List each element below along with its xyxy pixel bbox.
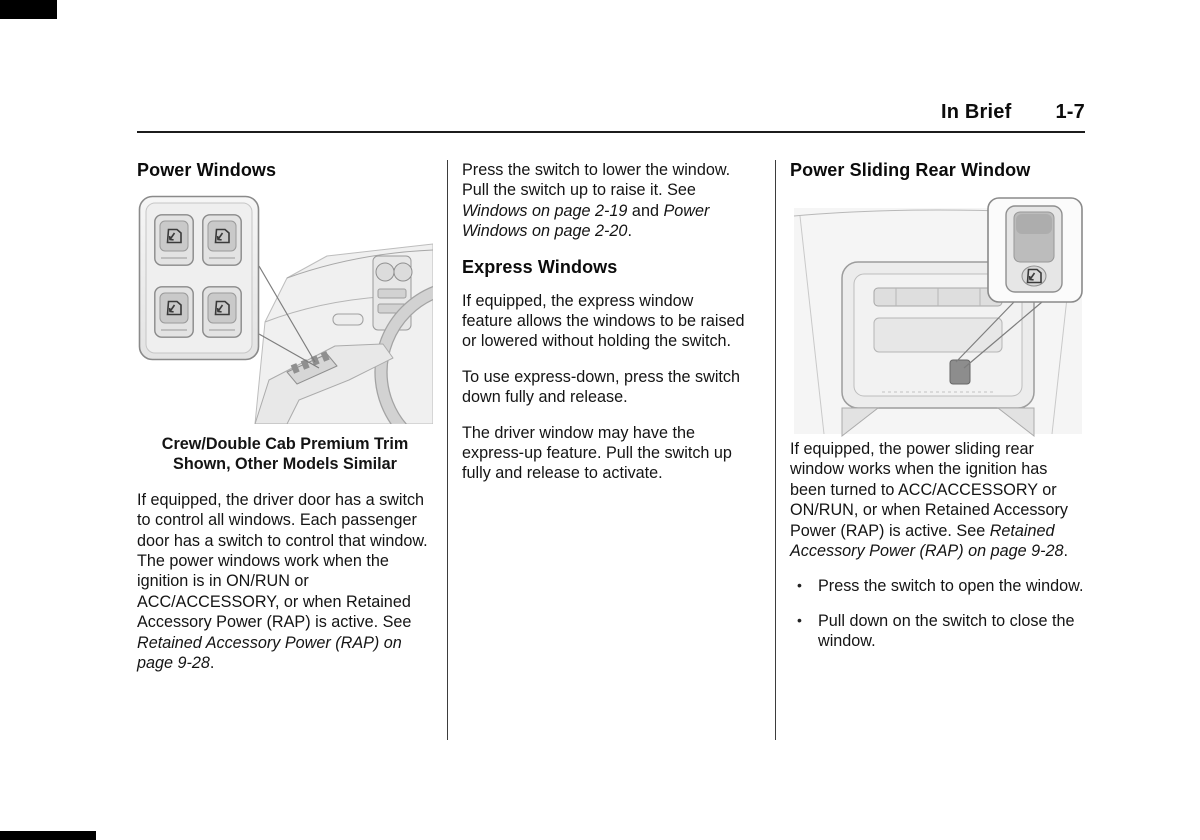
paragraph-rear-window bbox=[790, 439, 1086, 561]
page-reference: Retained Accessory Power (RAP) on page 9-28 bbox=[137, 633, 402, 673]
column-divider-2 bbox=[775, 160, 776, 740]
caption-line: Shown, Other Models Similar bbox=[173, 455, 397, 474]
page-number: 1-7 bbox=[1055, 101, 1085, 123]
figure-caption bbox=[137, 434, 433, 475]
window-switch-icon bbox=[155, 287, 193, 337]
header-rule bbox=[137, 131, 1085, 133]
page-reference: Power Windows on page 2-20 bbox=[462, 201, 710, 241]
bullet-text: Pull down on the switch to close the window. bbox=[818, 611, 1075, 651]
paragraph-express-down: To use express-down, press the switch down fully and release. bbox=[462, 367, 741, 407]
switch-inset-panel bbox=[140, 197, 259, 360]
paragraph-express-up: The driver window may have the express-up feature. Pull the switch up fully and release to activate. bbox=[462, 423, 732, 483]
list-item bbox=[790, 576, 1086, 596]
overhead-console-rear-window-switch-illustration bbox=[790, 194, 1086, 439]
text-run: . bbox=[209, 654, 215, 673]
rear-window-figure bbox=[790, 194, 1086, 439]
heading-power-windows: Power Windows bbox=[137, 160, 277, 180]
heading-power-sliding-rear-window: Power Sliding Rear Window bbox=[790, 160, 1031, 180]
page-reference: Windows on page 2-19 bbox=[462, 201, 628, 220]
page-header bbox=[941, 101, 1085, 124]
text-run: . bbox=[627, 222, 632, 241]
power-windows-figure bbox=[137, 194, 433, 424]
heading-express-windows: Express Windows bbox=[462, 256, 618, 277]
paragraph-express-feature: If equipped, the express window feature allows the windows to be raised or lowered without holding the switch. bbox=[462, 291, 745, 351]
page-reference: Retained Accessory Power (RAP) on page 9-28 bbox=[790, 521, 1064, 561]
caption-line: Crew/Double Cab Premium Trim bbox=[161, 435, 409, 453]
window-switch-icon bbox=[203, 287, 241, 337]
switch-inset-panel bbox=[988, 198, 1082, 302]
list-item bbox=[790, 611, 1086, 652]
console-rear-window-switch bbox=[950, 360, 970, 384]
column-left bbox=[137, 160, 433, 688]
section-title: In Brief bbox=[940, 101, 1012, 123]
paragraph-power-windows bbox=[137, 490, 433, 674]
door-handle bbox=[333, 314, 363, 325]
door-panel-power-window-switches-illustration bbox=[137, 194, 433, 424]
text-run: . bbox=[1063, 542, 1069, 561]
door-panel-scene bbox=[255, 244, 433, 424]
column-middle bbox=[462, 160, 746, 499]
text-run: If equipped, the power sliding rear window works when the ignition has been turned to ACC/ACCESSORY or ON/RUN, or when Retained Accessory Power (RAP) is active. See bbox=[790, 440, 1068, 540]
text-run: and bbox=[627, 201, 664, 220]
column-divider-1 bbox=[447, 160, 448, 740]
scan-artifact-top-left bbox=[0, 0, 57, 19]
text-run: Press the switch to lower the window. Pull the switch up to raise it. See bbox=[462, 161, 731, 200]
paragraph-switch-usage bbox=[462, 160, 746, 242]
rear-window-bullet-list bbox=[790, 576, 1086, 651]
window-switch-icon bbox=[203, 215, 241, 265]
text-run: If equipped, the driver door has a switch to control all windows. Each passenger door has a switch to control that window. The power windows work when the ignition is in ON/RUN or ACC/ACCESSORY, or when Retained Accessory Power (RAP) is active. See bbox=[137, 490, 428, 632]
window-switch-icon bbox=[155, 215, 193, 265]
column-right bbox=[790, 160, 1086, 666]
bullet-text: Press the switch to open the window. bbox=[818, 577, 1084, 596]
scan-artifact-bottom-left bbox=[0, 831, 96, 840]
